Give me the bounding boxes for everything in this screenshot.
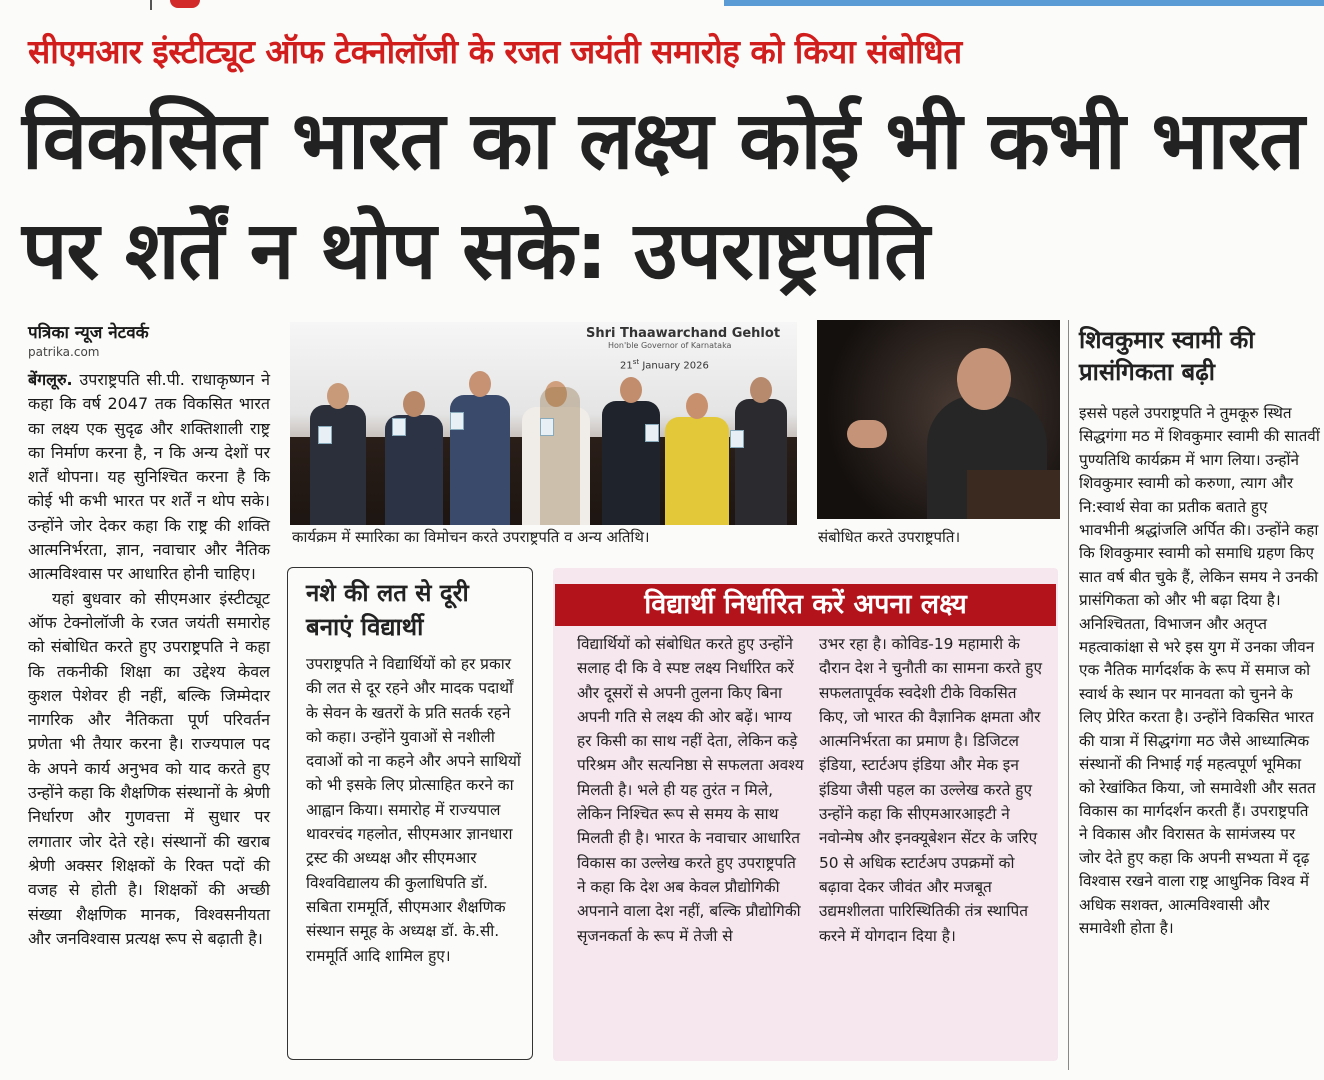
- goals-banner: विद्यार्थी निर्धारित करें अपना लक्ष्य: [555, 584, 1056, 626]
- souvenir-book: [450, 412, 464, 430]
- person-figure: [735, 399, 787, 525]
- page-bottom-edge: [0, 1071, 1324, 1080]
- souvenir-book: [318, 426, 332, 444]
- main-story-p1-text: उपराष्ट्रपति सी.पी. राधाकृष्णन ने कहा कि वर्ष 2047 तक विकसित भारत का लक्ष्य एक सुदृढ और शक्तिशाली राष्ट्र का निर्माण करना है, न कि अन्य देशों पर शर्तें थोपना। यह सुनिश्चित करना है कि कोई भी कभी भारत पर शर्तें न थोप सके। उन्होंने जोर देकर कहा कि राष्ट्र की शक्ति आत्मनिर्भरता, ज्ञान, नवाचार और नैतिक आत्मविश्वास पर आधारित होनी चाहिए।: [28, 370, 270, 584]
- speaker-photo: [817, 320, 1060, 519]
- main-story-paragraph-2: यहां बुधवार को सीएमआर इंस्टीट्यूट ऑफ टेक्नोलॉजी के रजत जयंती समारोह को संबोधित करते हुए उपराष्ट्रपति ने कहा कि तकनीकी शिक्षा का उद्देश्य केवल कुशल पेशेवर ही नहीं, बल्कि जिम्मेदार नागरिक और नैतिकता पूर्ण परिवर्तन प्रणेता भी तैयार करना है। राज्यपाल पद के अपने कार्य अनुभव को याद करते हुए उन्होंने कहा कि शैक्षणिक संस्थानों के श्रेणी निर्धारण और गुणवत्ता में सुधार पर लगातार जोर देते रहे। संस्थानों की खराब श्रेणी अक्सर शिक्षकों के रिक्त पदों की वजह से होती है। शिक्षकों की अच्छी संख्या शैक्षणिक मानक, विश्वसनीयता और जनविश्वास प्रत्यक्ष रूप से बढ़ाती है।: [28, 588, 270, 948]
- drugs-box-body: उपराष्ट्रपति ने विद्यार्थियों को हर प्रकार की लत से दूर रहने और मादक पदार्थों के सेवन के खतरों के प्रति सतर्क रहने को कहा। उन्होंने युवाओं से नशीली दवाओं को ना कहने और अपने साथियों को भी इसके लिए प्रोत्साहित करने का आह्वान किया। समारोह में राज्यपाल थावरचंद गहलोत, सीएमआर ज्ञानधारा ट्रस्ट की अध्यक्ष और सीएमआर विश्वविद्यालय की कुलाधिपति डॉ. सबिता राममूर्ति, सीएमआर शैक्षणिक संस्थान समूह के अध्यक्ष डॉ. के.सी. राममूर्ति आदि शामिल हुए।: [306, 655, 521, 965]
- main-story-paragraph-1: [28, 368, 270, 587]
- backdrop-date: 21st January 2026: [620, 358, 709, 372]
- drugs-box-heading: नशे की लत से दूरी बनाएं विद्यार्थी: [306, 579, 469, 641]
- speaker-head: [957, 348, 1011, 410]
- event-photo: [290, 322, 797, 525]
- top-accent: [170, 0, 200, 8]
- person-figure: [665, 417, 729, 525]
- goals-column-1: विद्यार्थियों को संबोधित करते हुए उन्होंने सलाह दी कि वे स्पष्ट लक्ष्य निर्धारित करें और दूसरों से अपनी तुलना किए बिना अपनी गति से लक्ष्य की ओर बढ़ें। भाग्य हर किसी का साथ नहीं देता, लेकिन कड़े परिश्रम और सत्यनिष्ठा से सफलता अवश्य मिलती है। भले ही यह तुरंत न मिले, लेकिन निश्चित रूप से समय के साथ मिलती ही है। भारत के नवाचार आधारित विकास का उल्लेख करते हुए उपराष्ट्रपति ने कहा कि देश अब केवल प्रौद्योगिकी अपनाने वाला देश नहीं, बल्कि प्रौद्योगिकी सृजनकर्ता के रूप में तेजी से: [577, 635, 804, 945]
- speaker-photo-caption: संबोधित करते उपराष्ट्रपति।: [818, 528, 961, 546]
- person-figure: [602, 401, 660, 525]
- podium: [967, 470, 1060, 519]
- top-bar: [0, 0, 1324, 10]
- kicker-headline: सीएमआर इंस्टीट्यूट ऑफ टेक्नोलॉजी के रजत जयंती समारोह को किया संबोधित: [28, 32, 962, 71]
- backdrop-subtitle: Hon'ble Governor of Karnataka: [608, 341, 732, 350]
- site-name: patrika.com: [28, 345, 100, 359]
- souvenir-book: [392, 418, 406, 436]
- sidebar-body: इससे पहले उपराष्ट्रपति ने तुमकूरु स्थित सिद्धगंगा मठ में शिवकुमार स्वामी की सातवीं पुण्यतिथि कार्यक्रम में भाग लिया। उन्होंने शिवकुमार स्वामी को करुणा, त्याग और नि:स्वार्थ सेवा का प्रतीक बताते हुए भावभीनी श्रद्धांजलि अर्पित की। उन्होंने कहा कि शिवकुमार स्वामी को समाधि ग्रहण किए सात वर्ष बीत चुके हैं, लेकिन समय ने उनकी प्रासंगिकता को और भी बढ़ा दिया है। अनिश्चितता, विभाजन और अतृप्त महत्वाकांक्षा से भरे इस युग में उनका जीवन एक नैतिक मार्गदर्शक के रूप में समाज को स्वार्थ के स्थान पर मानवता को चुनने के लिए प्रेरित करता है। उन्होंने विकसित भारत की यात्रा में सिद्धगंगा मठ जैसे आध्यात्मिक संस्थानों की निभाई गई महत्वपूर्ण भूमिका को रेखांकित किया, जो समावेशी और सतत विकास का मार्गदर्शन करती हैं। उपराष्ट्रपति ने विकास और विरासत के सामंजस्य पर जोर देते हुए कहा कि अपनी सभ्यता में दृढ़ विश्वास रखने वाला राष्ट्र आधुनिक विश्व में अधिक सशक्त, आत्मविश्वासी और समावेशी होता है।: [1079, 404, 1320, 937]
- person-figure: [540, 387, 580, 525]
- main-headline: विकसित भारत का लक्ष्य कोई भी कभी भारत पर शर्तें न थोप सके: उपराष्ट्रपति: [22, 94, 1304, 297]
- top-separator: [150, 0, 152, 10]
- souvenir-book: [645, 424, 659, 442]
- top-blue-strip: [724, 0, 1324, 6]
- goals-box: [553, 568, 1058, 1061]
- main-story-column: [28, 368, 270, 951]
- drugs-box: [287, 567, 533, 1060]
- sidebar-heading: शिवकुमार स्वामी की प्रासंगिकता बढ़ी: [1079, 326, 1255, 386]
- souvenir-book: [730, 430, 744, 448]
- goals-column-2: उभर रहा है। कोविड-19 महामारी के दौरान देश ने चुनौती का सामना करते हुए सफलतापूर्वक स्वदेशी टीके विकसित किए, जो भारत की वैज्ञानिक क्षमता और आत्मनिर्भरता का प्रमाण है। डिजिटल इंडिया, स्टार्टअप इंडिया और मेक इन इंडिया जैसी पहल का उल्लेख करते हुए उन्होंने कहा कि सीएमआरआइटी ने नवोन्मेष और इनक्यूबेशन सेंटर के जरिए 50 से अधिक स्टार्टअप उपक्रमों को बढ़ावा देकर जीवंत और मजबूत उद्यमशीलता पारिस्थितिकी तंत्र स्थापित करने में योगदान दिया है।: [819, 635, 1042, 945]
- person-figure: [310, 405, 366, 525]
- event-photo-caption: कार्यक्रम में स्मारिका का विमोचन करते उपराष्ट्रपति व अन्य अतिथि।: [292, 528, 650, 546]
- speaker-hand: [847, 420, 887, 448]
- backdrop-title: Shri Thaawarchand Gehlot: [586, 326, 781, 341]
- byline: पत्रिका न्यूज नेटवर्क: [28, 323, 149, 343]
- souvenir-book: [540, 418, 554, 436]
- dateline: बेंगलूरु.: [28, 370, 73, 389]
- sidebar-story: [1068, 320, 1320, 1070]
